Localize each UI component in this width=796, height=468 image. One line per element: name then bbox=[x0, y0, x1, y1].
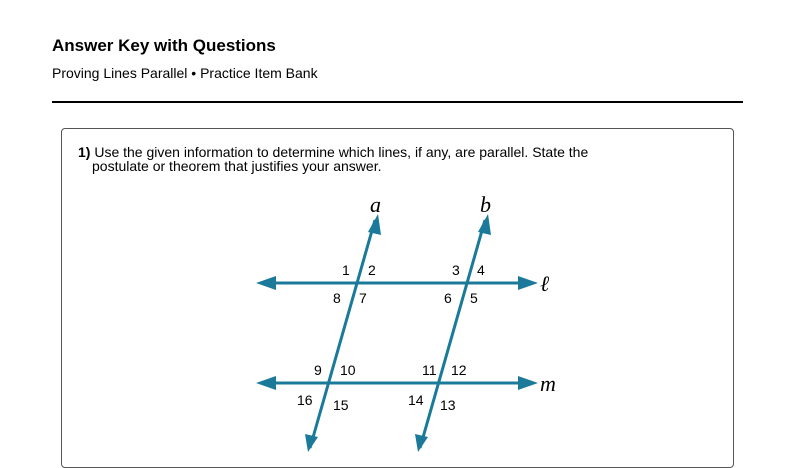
page-subtitle: Proving Lines Parallel • Practice Item Bank bbox=[52, 65, 318, 81]
angle-16: 16 bbox=[297, 392, 313, 408]
label-a: a bbox=[370, 192, 381, 217]
angle-5: 5 bbox=[470, 290, 478, 306]
arrow-l-right bbox=[518, 276, 538, 290]
angle-3: 3 bbox=[452, 262, 460, 278]
question-number: 1) bbox=[78, 144, 91, 160]
angle-7: 7 bbox=[359, 290, 367, 306]
label-b: b bbox=[480, 192, 491, 217]
arrow-a-down bbox=[305, 434, 318, 452]
angle-10: 10 bbox=[340, 362, 356, 378]
angle-9: 9 bbox=[314, 362, 322, 378]
angle-4: 4 bbox=[477, 262, 485, 278]
arrow-a-up bbox=[368, 214, 381, 235]
label-l: ℓ bbox=[540, 271, 550, 296]
arrow-b-up bbox=[478, 214, 491, 235]
angle-14: 14 bbox=[408, 392, 424, 408]
question-line-2: postulate or theorem that justifies your answer. bbox=[92, 158, 382, 174]
line-b bbox=[420, 220, 485, 448]
page-title: Answer Key with Questions bbox=[52, 36, 276, 55]
angle-12: 12 bbox=[451, 362, 467, 378]
arrow-b-down bbox=[415, 434, 428, 452]
angle-13: 13 bbox=[440, 397, 456, 413]
arrow-l-left bbox=[256, 276, 276, 290]
arrow-m-right bbox=[518, 376, 538, 390]
arrow-m-left bbox=[256, 376, 276, 390]
angle-1: 1 bbox=[342, 262, 350, 278]
angle-11: 11 bbox=[422, 362, 437, 378]
angle-8: 8 bbox=[333, 290, 341, 306]
angle-2: 2 bbox=[368, 262, 376, 278]
question-line-1: Use the given information to determine which lines, if any, are parallel. State the bbox=[94, 144, 589, 160]
line-a bbox=[310, 220, 375, 448]
angle-15: 15 bbox=[333, 397, 349, 413]
label-m: m bbox=[540, 371, 556, 396]
angle-6: 6 bbox=[444, 290, 452, 306]
